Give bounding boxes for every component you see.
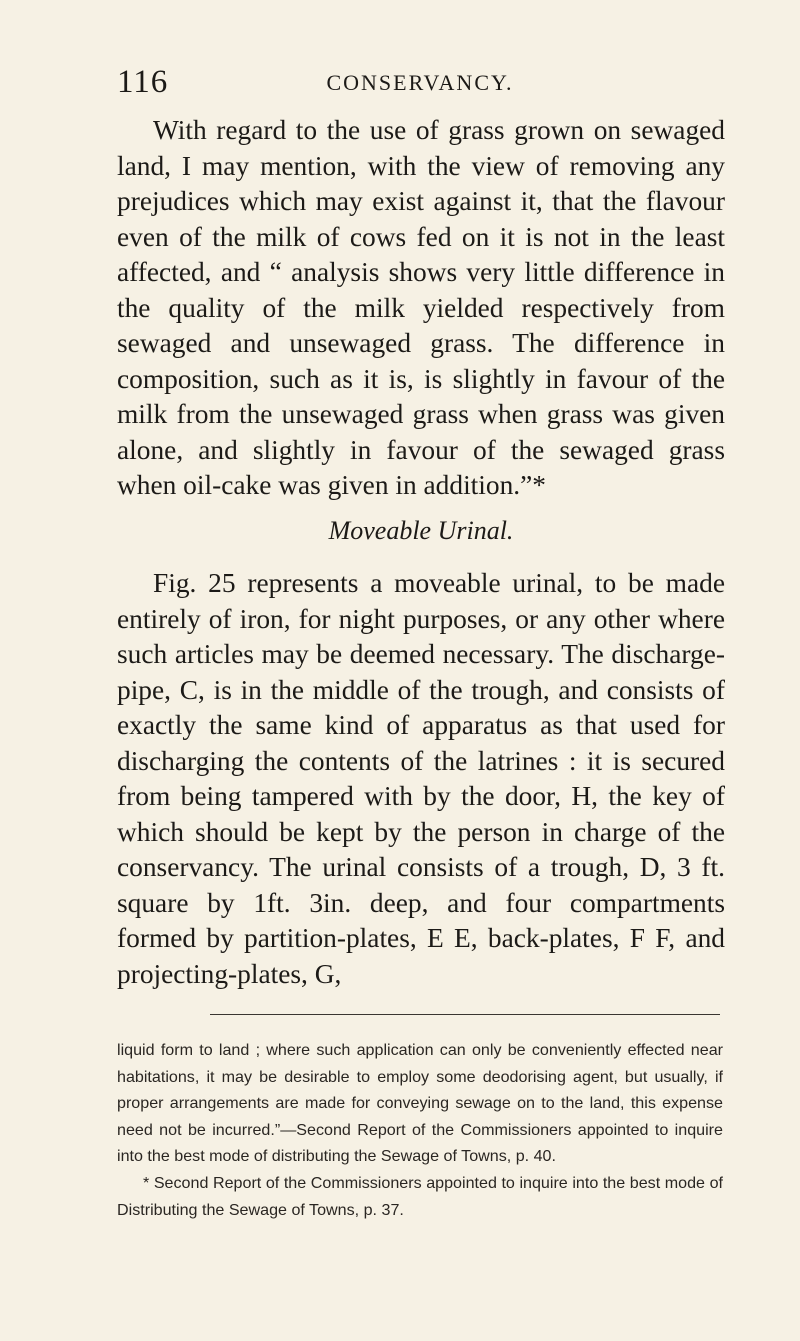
footnote-divider xyxy=(210,1014,720,1015)
paragraph-text: With regard to the use of grass grown on sewaged land, I may mention, with the view of removing any prejudices which may exist against it, that the flavour even of the milk of cows fed on it is not in the least affected, and “ analysis shows very little difference in the quality of the milk yielded respectively from sewaged and unsewaged grass. The difference in composition, such as it is, is slightly in favour of the milk from the unsewaged grass when grass was given alone, and slightly in favour of the sewaged grass when oil-cake was given in addition.”* xyxy=(117,115,725,500)
page-number: 116 xyxy=(117,64,169,100)
section-heading: Moveable Urinal. xyxy=(328,516,514,545)
footnotes xyxy=(117,1037,723,1223)
page-header xyxy=(117,62,723,102)
body-paragraph-grass xyxy=(117,113,725,504)
footnote-asterisk: * Second Report of the Commissioners appointed to inquire into the best mode of Distributing the Sewage of Towns, p. 37. xyxy=(117,1173,723,1219)
running-title: CONSERVANCY. xyxy=(326,70,514,95)
footnote-continued: liquid form to land ; where such application can only be conveniently effected near habitations, it may be desirable to employ some deodorising agent, but usually, if proper arrangements are made for conveying sewage on to the land, this expense need not be incurred.”—Second Report of the Commissioners appointed to inquire into the best mode of distributing the Sewage of Towns, p. 40. xyxy=(117,1041,723,1166)
paragraph-text: Fig. 25 represents a moveable urinal, to be made entirely of iron, for night purposes, or any other where such articles may be deemed necessary. The discharge-pipe, C, is in the middle of the trough, and consists of exactly the same kind of apparatus as that used for discharging the contents of the latrines : it is secured from being tampered with by the door, H, the key of which should be kept by the person in charge of the conservancy. The urinal consists of a trough, D, 3 ft. square by 1ft. 3in. deep, and four compartments formed by partition-plates, E E, back-plates, F F, and projecting-plates, G, xyxy=(117,568,725,989)
body-paragraph-urinal xyxy=(117,566,725,992)
